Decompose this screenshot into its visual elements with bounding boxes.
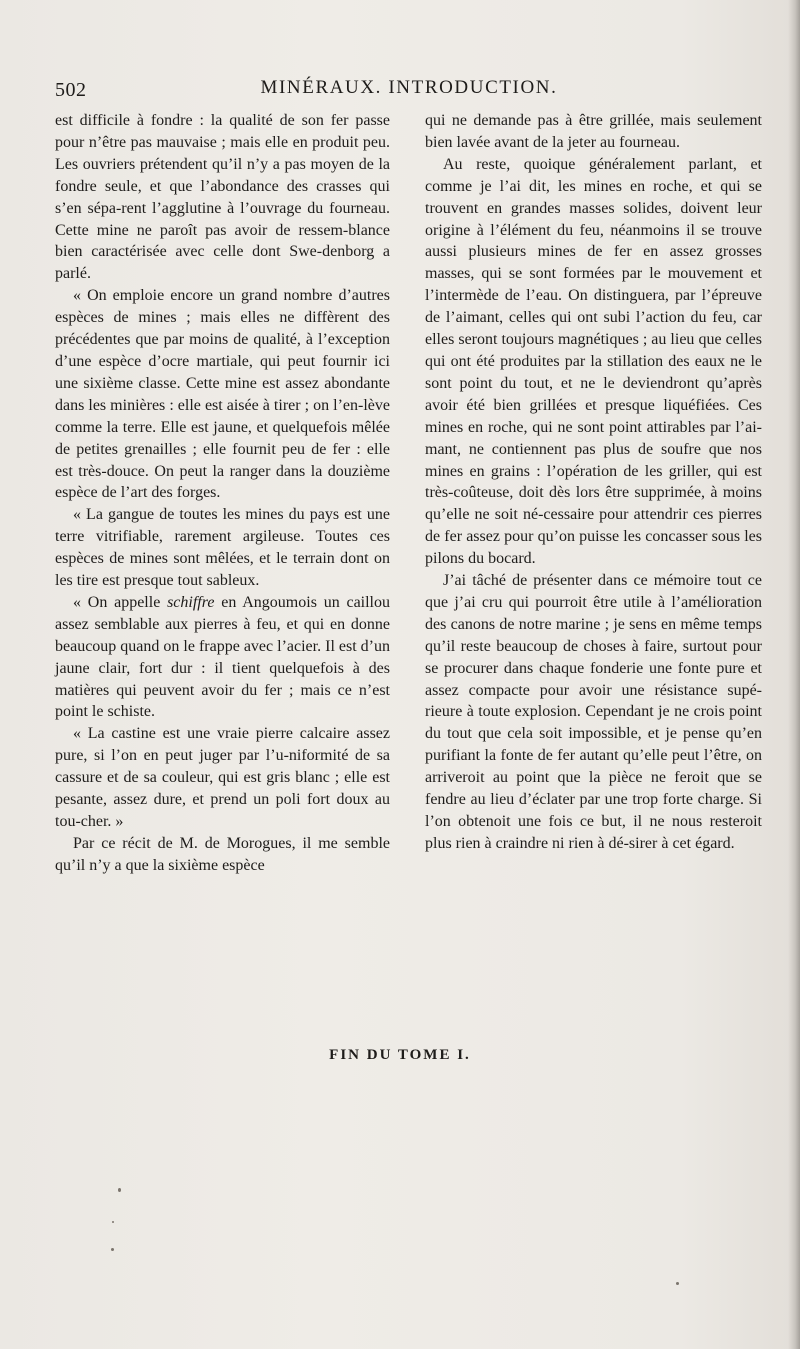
paragraph-text: en Angoumois un caillou assez semblable aux pierres à feu, et qui en donne beaucoup quand on le frappe avec l’acier. Il est d’un jaune clair, fort dur : il tient quelquefois à des matières qui peuvent avoir du fer ; mais ce n’est point le schiste.: [55, 593, 391, 721]
text-columns: [55, 110, 763, 1070]
paragraph: « La castine est une vraie pierre calcaire assez pure, si l’on en peut juger par l’u-niformité de sa cassure et de sa couleur, qui est gris blanc ; elle est pesante, assez dure, et prend un poli fort doux au tou-cher. »: [55, 725, 390, 830]
end-of-volume-colophon: FIN DU TOME I.: [329, 1047, 471, 1063]
paragraph: Par ce récit de M. de Morogues, il me semble qu’il n’y a que la sixième espèce: [55, 834, 390, 874]
speck: [118, 1188, 121, 1192]
right-column: [425, 110, 762, 855]
speck: [112, 1221, 114, 1223]
paragraph: qui ne demande pas à être grillée, mais seulement bien lavée avant de la jeter au fourneau.: [425, 112, 762, 151]
paragraph: « On emploie encore un grand nombre d’autres espèces de mines ; mais elles ne diffèrent des précédentes que par moins de qualité, à l’exception d’une espèce d’ocre martiale, qui peut fournir ici une sixième classe. Cette mine est assez abondante dans les minières : elle est aisée à tirer ; on l’en-lève comme la terre. Elle est jaune, et quelquefois mêlée de petites grenailles ; elle fournit peu de fer : elle est très-douce. On peut la ranger dans la douzième espèce de l’art des forges.: [55, 287, 390, 502]
speck: [111, 1248, 114, 1251]
paragraph: [55, 592, 390, 723]
running-title: MINÉRAUX. INTRODUCTION.: [260, 77, 558, 98]
left-column: [55, 110, 390, 877]
page-header: [55, 73, 763, 107]
paragraph: Au reste, quoique généralement parlant, et comme je l’ai dit, les mines en roche, et qui se trouvent en grandes masses solides, doivent leur origine à l’élément du feu, néanmoins il se trouve aussi plusieurs mines de fer en assez grosses masses, qui se sont formées par le mouvement et l’intermède de l’eau. On distinguera, par l’épreuve de l’aimant, celles qui ont subi l’action du feu, car elles seront toujours magnétiques ; au lieu que celles qui ont été produites par la stillation des eaux ne le sont point du tout, et ne le deviendront qu’après avoir été bien grillées et presque liquéfiées. Ces mines en roche, qui ne sont point attirables par l’ai-mant, ne contiennent pas plus de soufre que nos mines en grains : l’opération de les griller, qui est très-coûteuse, doit dès lors être supprimée, à moins qu’elle ne soit né-cessaire pour attendrir ces pierres de fer assez pour qu’on puisse les concasser sous les pilons du bocard.: [425, 155, 762, 568]
paragraph: J’ai tâché de présenter dans ce mémoire tout ce que j’ai cru qui pourroit être utile à l’amélioration des canons de notre marine ; je sens en même temps qu’il reste beaucoup de choses à faire, surtout pour se procurer dans chaque fonderie une fonte pure et assez compacte pour avoir une résistance supé-rieure à toute explosion. Cependant je ne crois point du tout que cela soit impossible, et je pense qu’en purifiant la fonte de fer autant qu’elle peut l’être, on arriveroit au point que la pièce ne feroit que se fendre au lieu d’éclater par une trop forte charge. Si l’on obtenoit une fois ce but, il ne nous resteroit plus rien à craindre ni rien à dé-sirer à cet égard.: [425, 572, 762, 852]
paragraph: est difficile à fondre : la qualité de son fer passe pour n’être pas mauvaise ; mais elle en produit peu. Les ouvriers prétendent qu’il n’y a pas moyen de la fondre seule, et que l’abondance des crasses qui s’en sépa-rent l’agglutine à l’ouvrage du fourneau. Cette mine ne paroît pas avoir de ressem-blance bien caractérisée avec celle dont Swe-denborg a parlé.: [55, 112, 390, 283]
paragraph-text: « On appelle: [73, 593, 168, 611]
speck: [676, 1282, 679, 1285]
page-gutter-shadow: [788, 0, 800, 1349]
page-number: 502: [55, 79, 87, 101]
italic-term: schiffre: [167, 593, 215, 611]
paragraph: « La gangue de toutes les mines du pays est une terre vitrifiable, rarement argileuse. Toutes ces espèces de mines sont mêlées, et le terrain dont on les tire est presque tout sableux.: [55, 506, 390, 590]
